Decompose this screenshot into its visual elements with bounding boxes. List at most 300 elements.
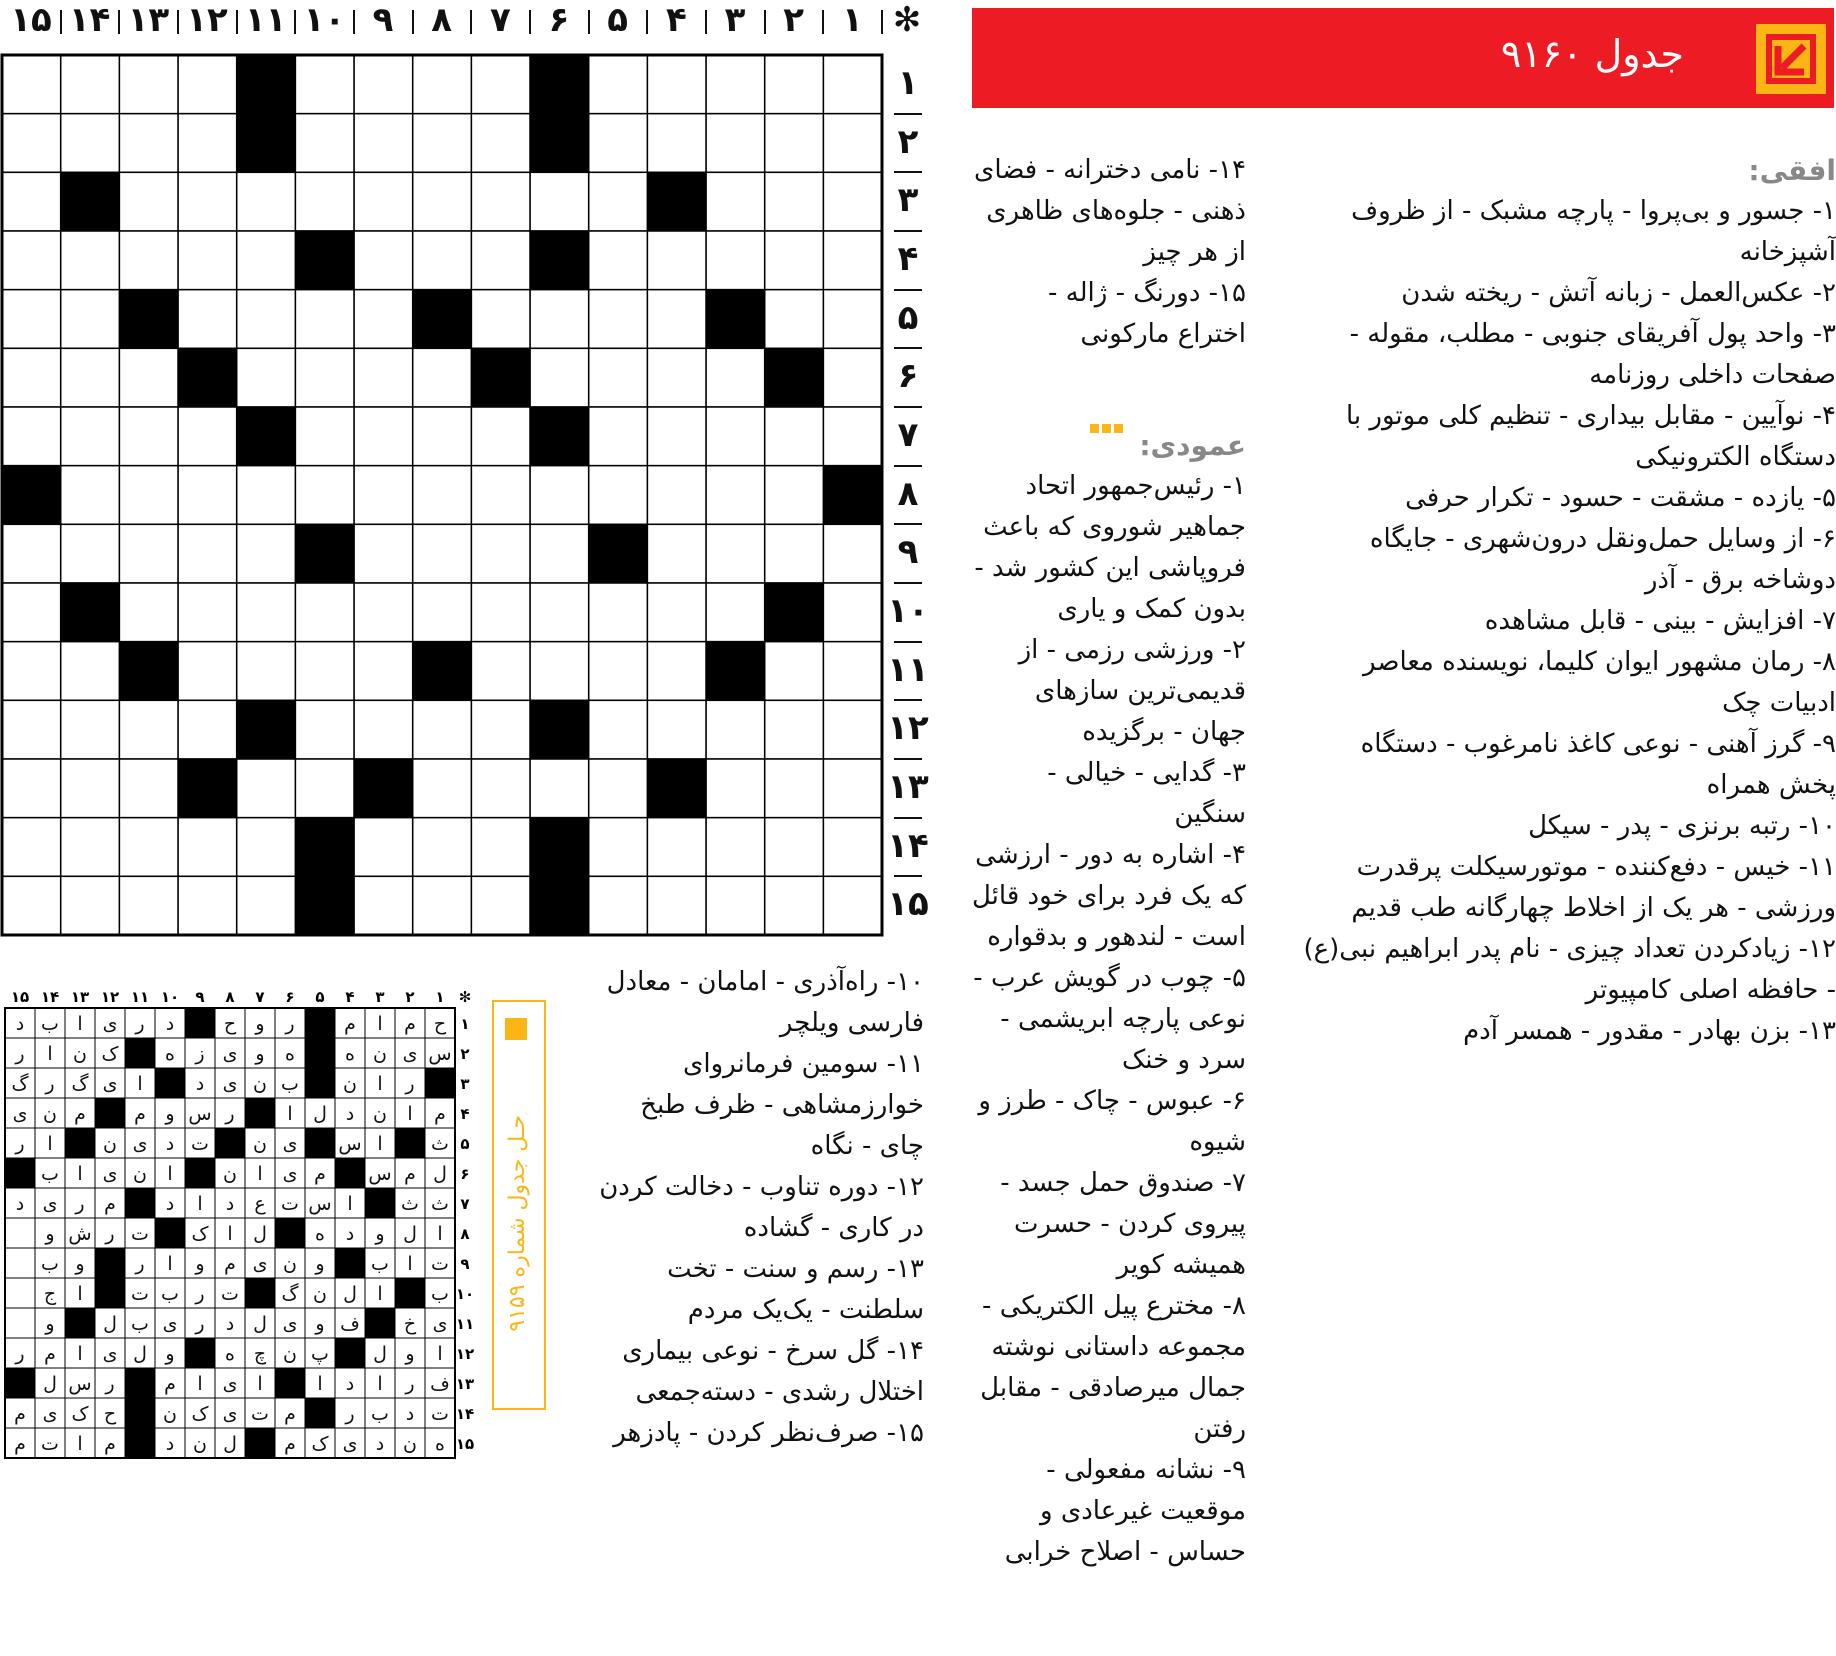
grid-cell[interactable] [354, 407, 413, 466]
grid-cell[interactable] [765, 55, 824, 114]
column-number: ۱۵ [10, 0, 52, 40]
grid-cell[interactable] [589, 290, 648, 349]
grid-cell[interactable] [61, 231, 120, 290]
grid-cell[interactable] [706, 407, 765, 466]
grid-cell[interactable] [706, 524, 765, 583]
solution-letter: ب [41, 1163, 59, 1185]
grid-cell[interactable] [647, 290, 706, 349]
across-clue: ۱۱- خیس - دفع‌کننده - موتورسیکلت پرقدرت ورزشی - هر یک از اخلاط چهارگانه طب قدیم [1351, 852, 1836, 923]
solution-letter: ه [435, 1433, 445, 1455]
solution-letter: د [345, 1373, 355, 1395]
grid-cell[interactable] [178, 583, 237, 642]
grid-cell[interactable] [471, 524, 530, 583]
grid-cell[interactable] [647, 818, 706, 877]
grid-cell[interactable] [706, 114, 765, 173]
grid-cell[interactable] [354, 818, 413, 877]
solution-letter: ث [401, 1193, 419, 1215]
grid-cell[interactable] [354, 290, 413, 349]
grid-cell[interactable] [589, 348, 648, 407]
solution-letter: ث [431, 1193, 449, 1215]
grid-cell[interactable] [354, 524, 413, 583]
separator-dots [1090, 418, 1126, 437]
solution-black-cell [125, 1368, 155, 1398]
grid-cell[interactable] [354, 700, 413, 759]
grid-cell[interactable] [530, 290, 589, 349]
grid-cell[interactable] [354, 466, 413, 525]
black-cell [647, 759, 706, 818]
row-divider [894, 113, 922, 115]
across-list-continued [972, 150, 1246, 355]
grid-cell[interactable] [823, 55, 882, 114]
grid-cell[interactable] [706, 231, 765, 290]
grid-cell[interactable] [178, 642, 237, 701]
grid-cell[interactable] [530, 759, 589, 818]
grid-cell[interactable] [413, 231, 472, 290]
solution-letter: ی [162, 1313, 178, 1335]
row-divider [894, 582, 922, 584]
grid-cell[interactable] [530, 172, 589, 231]
grid-cell[interactable] [178, 290, 237, 349]
grid-cell[interactable] [413, 407, 472, 466]
grid-cell[interactable] [765, 114, 824, 173]
grid-cell[interactable] [647, 700, 706, 759]
solution-black-cell [5, 1158, 35, 1188]
grid-cell[interactable] [237, 759, 296, 818]
grid-cell[interactable] [765, 466, 824, 525]
solution-letter: ه [315, 1223, 325, 1245]
across-clue: ۱- جسور و بی‌پروا - پارچه مشبک - از ظروف آشپزخانه [1351, 196, 1836, 267]
grid-cell[interactable] [589, 172, 648, 231]
grid-cell[interactable] [765, 231, 824, 290]
grid-cell[interactable] [823, 583, 882, 642]
grid-cell[interactable] [589, 114, 648, 173]
grid-cell[interactable] [823, 642, 882, 701]
grid-cell[interactable] [765, 642, 824, 701]
grid-cell[interactable] [295, 55, 354, 114]
grid-cell[interactable] [2, 114, 61, 173]
black-cell [237, 700, 296, 759]
grid-cell[interactable] [354, 642, 413, 701]
grid-cell[interactable] [823, 348, 882, 407]
grid-cell[interactable] [413, 55, 472, 114]
down-clue: ۳- گدایی - خیالی - سنگین [1047, 758, 1246, 829]
grid-cell[interactable] [295, 700, 354, 759]
grid-cell[interactable] [471, 407, 530, 466]
grid-cell[interactable] [237, 642, 296, 701]
grid-cell[interactable] [178, 55, 237, 114]
grid-cell[interactable] [2, 818, 61, 877]
solution-column-number: ۴ [345, 988, 355, 1006]
grid-cell[interactable] [295, 172, 354, 231]
grid-cell[interactable] [413, 348, 472, 407]
row-number: ۱۴ [887, 825, 929, 866]
grid-cell[interactable] [237, 583, 296, 642]
solution-letter: ت [131, 1283, 149, 1305]
grid-cell[interactable] [530, 348, 589, 407]
solution-letter: م [74, 1103, 86, 1125]
solution-letter: س [368, 1163, 392, 1185]
column-number: ۱۱ [244, 0, 287, 40]
grid-cell[interactable] [589, 407, 648, 466]
grid-cell[interactable] [647, 407, 706, 466]
grid-cell[interactable] [2, 583, 61, 642]
grid-cell[interactable] [589, 231, 648, 290]
grid-cell[interactable] [237, 172, 296, 231]
grid-cell[interactable] [61, 642, 120, 701]
black-cell [295, 818, 354, 877]
grid-cell[interactable] [823, 231, 882, 290]
grid-cell[interactable] [2, 55, 61, 114]
grid-cell[interactable] [530, 583, 589, 642]
solution-letter: د [165, 1013, 175, 1035]
grid-cell[interactable] [119, 55, 178, 114]
grid-cell[interactable] [823, 114, 882, 173]
grid-cell[interactable] [119, 818, 178, 877]
solution-row-number: ۱۲ [455, 1345, 475, 1363]
grid-cell[interactable] [823, 818, 882, 877]
grid-cell[interactable] [354, 348, 413, 407]
grid-cell[interactable] [706, 700, 765, 759]
grid-cell[interactable] [706, 55, 765, 114]
grid-cell[interactable] [237, 290, 296, 349]
grid-cell[interactable] [61, 55, 120, 114]
grid-cell[interactable] [647, 466, 706, 525]
solution-letter: ی [222, 1043, 238, 1065]
grid-cell[interactable] [471, 583, 530, 642]
grid-cell[interactable] [61, 466, 120, 525]
grid-cell[interactable] [413, 524, 472, 583]
grid-cell[interactable] [178, 524, 237, 583]
grid-cell[interactable] [471, 114, 530, 173]
solution-letter: ی [102, 1343, 118, 1365]
solution-letter: ل [43, 1373, 57, 1395]
solution-letter: س [338, 1133, 362, 1155]
grid-cell[interactable] [413, 583, 472, 642]
grid-cell[interactable] [354, 876, 413, 935]
grid-cell[interactable] [61, 348, 120, 407]
grid-cell[interactable] [178, 172, 237, 231]
grid-cell[interactable] [295, 114, 354, 173]
solution-letter: ت [431, 1253, 449, 1275]
grid-cell[interactable] [354, 583, 413, 642]
grid-cell[interactable] [2, 524, 61, 583]
grid-cell[interactable] [61, 818, 120, 877]
black-cell [2, 466, 61, 525]
grid-cell[interactable] [119, 172, 178, 231]
grid-cell[interactable] [119, 583, 178, 642]
grid-cell[interactable] [413, 759, 472, 818]
row-number: ۱۲ [887, 708, 929, 749]
grid-cell[interactable] [295, 466, 354, 525]
solution-row-number: ۶ [460, 1165, 470, 1183]
row-divider [894, 758, 922, 760]
grid-cell[interactable] [530, 524, 589, 583]
grid-cell[interactable] [471, 876, 530, 935]
solution-letter: ر [195, 1283, 205, 1305]
grid-cell[interactable] [2, 172, 61, 231]
grid-cell[interactable] [178, 466, 237, 525]
solution-letter: ل [223, 1433, 237, 1455]
grid-cell[interactable] [706, 172, 765, 231]
grid-cell[interactable] [706, 818, 765, 877]
grid-cell[interactable] [413, 876, 472, 935]
grid-cell[interactable] [237, 348, 296, 407]
solution-column-number: ۲ [405, 988, 415, 1006]
solution-letter: ی [132, 1133, 148, 1155]
solution-column-number: ۱۱ [130, 988, 150, 1006]
grid-cell[interactable] [765, 876, 824, 935]
grid-cell[interactable] [647, 876, 706, 935]
grid-cell[interactable] [354, 231, 413, 290]
grid-cell[interactable] [354, 55, 413, 114]
grid-cell[interactable] [471, 231, 530, 290]
grid-cell[interactable] [61, 524, 120, 583]
grid-cell[interactable] [2, 407, 61, 466]
brand-logo-icon [1756, 24, 1826, 94]
black-cell [471, 348, 530, 407]
grid-cell[interactable] [119, 407, 178, 466]
grid-cell[interactable] [295, 290, 354, 349]
grid-cell[interactable] [178, 231, 237, 290]
row-number: ۱۱ [887, 649, 929, 690]
solution-row-number: ۳ [460, 1075, 470, 1093]
solution-letter: ی [42, 1403, 58, 1425]
grid-cell[interactable] [178, 700, 237, 759]
down-clue: ۱۰- راه‌آذری - امامان - معادل فارسی ویلچر [606, 967, 924, 1038]
grid-cell[interactable] [647, 55, 706, 114]
solution-letter: ا [407, 1103, 413, 1125]
solution-letter: م [14, 1433, 26, 1455]
solution-column-number: ۱ [435, 988, 445, 1006]
row-numbers [884, 55, 932, 935]
grid-cell[interactable] [471, 172, 530, 231]
grid-cell[interactable] [589, 759, 648, 818]
solution-letter: گ [71, 1073, 89, 1095]
grid-cell[interactable] [413, 172, 472, 231]
grid-cell[interactable] [119, 348, 178, 407]
grid-cell[interactable] [295, 407, 354, 466]
grid-cell[interactable] [530, 466, 589, 525]
grid-cell[interactable] [589, 818, 648, 877]
grid-cell[interactable] [647, 348, 706, 407]
grid-cell[interactable] [471, 55, 530, 114]
solution-letter: ک [101, 1043, 119, 1065]
grid-cell[interactable] [765, 818, 824, 877]
grid-cell[interactable] [178, 407, 237, 466]
grid-cell[interactable] [706, 583, 765, 642]
grid-cell[interactable] [178, 818, 237, 877]
grid-cell[interactable] [765, 290, 824, 349]
solution-letter: ا [317, 1373, 323, 1395]
solution-black-cell [365, 1188, 395, 1218]
grid-cell[interactable] [295, 759, 354, 818]
solution-letter: ث [431, 1133, 449, 1155]
grid-cell[interactable] [706, 466, 765, 525]
grid-cell[interactable] [237, 818, 296, 877]
across-clue: ۱۴- نامی دخترانه - فضای ذهنی - جلوه‌های ظاهری از هر چیز [973, 155, 1246, 267]
solution-letter: ب [281, 1073, 299, 1095]
grid-cell[interactable] [237, 524, 296, 583]
grid-cell[interactable] [2, 700, 61, 759]
grid-cell[interactable] [706, 876, 765, 935]
solution-row-number: ۲ [460, 1045, 470, 1063]
column-number: ۷ [489, 0, 511, 40]
grid-cell[interactable] [295, 642, 354, 701]
solution-black-cell [125, 1188, 155, 1218]
grid-cell[interactable] [589, 642, 648, 701]
grid-cell[interactable] [589, 583, 648, 642]
column-divider [118, 10, 120, 34]
grid-cell[interactable] [471, 700, 530, 759]
grid-cell[interactable] [237, 876, 296, 935]
puzzle-title: جدول ۹۱۶۰ [1500, 32, 1684, 76]
row-divider [894, 465, 922, 467]
black-cell [530, 818, 589, 877]
solution-letter: ن [283, 1343, 297, 1365]
grid-cell[interactable] [2, 642, 61, 701]
solution-black-cell [185, 1338, 215, 1368]
grid-cell[interactable] [589, 466, 648, 525]
grid-cell[interactable] [237, 466, 296, 525]
solution-letter: ن [253, 1073, 267, 1095]
column-number: ۳ [724, 0, 746, 40]
solution-letter: د [165, 1133, 175, 1155]
solution-letter: ه [345, 1043, 355, 1065]
solution-letter: ا [47, 1043, 53, 1065]
grid-cell[interactable] [61, 407, 120, 466]
solution-black-cell [305, 1398, 335, 1428]
solution-letter: ن [313, 1283, 327, 1305]
grid-cell[interactable] [119, 466, 178, 525]
solution-letter: ن [103, 1133, 117, 1155]
solution-letter: و [45, 1223, 55, 1245]
row-number: ۶ [897, 356, 919, 397]
grid-cell[interactable] [61, 700, 120, 759]
across-clue: ۸- رمان مشهور ایوان کلیما، نویسنده معاصر ادبیات چک [1363, 647, 1836, 718]
grid-cell[interactable] [471, 818, 530, 877]
solution-letter: ی [342, 1433, 358, 1455]
column-divider [353, 10, 355, 34]
grid-cell[interactable] [589, 876, 648, 935]
solution-letter: ر [15, 1043, 25, 1065]
grid-cell[interactable] [295, 583, 354, 642]
solution-letter: ل [253, 1223, 267, 1245]
grid-cell[interactable] [295, 348, 354, 407]
column-divider [588, 10, 590, 34]
grid-cell[interactable] [119, 759, 178, 818]
grid-cell[interactable] [765, 524, 824, 583]
solution-letter: م [284, 1403, 296, 1425]
grid-cell[interactable] [823, 524, 882, 583]
grid-cell[interactable] [2, 348, 61, 407]
grid-cell[interactable] [119, 524, 178, 583]
grid-cell[interactable] [823, 759, 882, 818]
grid-cell[interactable] [647, 642, 706, 701]
black-cell [647, 172, 706, 231]
solution-letter: ی [222, 1073, 238, 1095]
grid-cell[interactable] [413, 466, 472, 525]
grid-cell[interactable] [706, 759, 765, 818]
grid-cell[interactable] [823, 290, 882, 349]
grid-cell[interactable] [61, 876, 120, 935]
solution-letter: د [165, 1433, 175, 1455]
down-clue: ۱- رئیس‌جمهور اتحاد جماهیر شوروی که باعث فروپاشی این کشور شد - بدون کمک و یاری [974, 471, 1246, 624]
grid-cell[interactable] [61, 114, 120, 173]
solution-letter: س [428, 1043, 452, 1065]
solution-letter: م [14, 1403, 26, 1425]
grid-cell[interactable] [647, 114, 706, 173]
grid-cell[interactable] [2, 231, 61, 290]
grid-cell[interactable] [647, 231, 706, 290]
grid-cell[interactable] [61, 759, 120, 818]
grid-cell[interactable] [471, 466, 530, 525]
grid-cell[interactable] [178, 876, 237, 935]
solution-letter: ب [431, 1283, 449, 1305]
grid-cell[interactable] [471, 759, 530, 818]
grid-cell[interactable] [765, 700, 824, 759]
down-clue: ۹- نشانه مفعولی - موقعیت غیرعادی و حساس - اصلاح خرابی [1004, 1455, 1246, 1567]
grid-cell[interactable] [471, 290, 530, 349]
solution-letter: ش [68, 1223, 92, 1245]
grid-cell[interactable] [119, 700, 178, 759]
solution-letter: ا [407, 1253, 413, 1275]
grid-cell[interactable] [647, 524, 706, 583]
grid-cell[interactable] [823, 172, 882, 231]
grid-cell[interactable] [354, 172, 413, 231]
grid-cell[interactable] [647, 583, 706, 642]
grid-cell[interactable] [2, 759, 61, 818]
solution-title: حـل جدول شماره ۹۱۵۹ [505, 1115, 530, 1332]
down-list [972, 466, 1246, 1573]
grid-cell[interactable] [119, 231, 178, 290]
grid-cell[interactable] [61, 290, 120, 349]
crossword-grid[interactable] [2, 55, 882, 935]
solution-letter: و [165, 1103, 175, 1125]
grid-cell[interactable] [354, 114, 413, 173]
grid-cell[interactable] [413, 818, 472, 877]
solution-letter: ب [371, 1403, 389, 1425]
solution-letter: ن [283, 1253, 297, 1275]
grid-cell[interactable] [765, 407, 824, 466]
grid-cell[interactable] [589, 700, 648, 759]
grid-cell[interactable] [413, 700, 472, 759]
grid-cell[interactable] [765, 172, 824, 231]
solution-row-number: ۱۰ [455, 1285, 475, 1303]
grid-cell[interactable] [119, 114, 178, 173]
grid-cell[interactable] [178, 114, 237, 173]
grid-cell[interactable] [823, 700, 882, 759]
column-divider [60, 10, 62, 34]
solution-letter: ب [131, 1313, 149, 1335]
grid-cell[interactable] [471, 642, 530, 701]
down-clue: ۱۲- دوره تناوب - دخالت کردن در کاری - گشاده [599, 1172, 924, 1243]
solution-letter: ر [45, 1073, 55, 1095]
grid-cell[interactable] [823, 876, 882, 935]
grid-cell[interactable] [2, 290, 61, 349]
across-clue: ۴- نوآیین - مقابل بیداری - تنظیم کلی موتور با دستگاه الکترونیکی [1345, 401, 1836, 472]
solution-black-cell [95, 1278, 125, 1308]
grid-cell[interactable] [237, 231, 296, 290]
grid-cell[interactable] [413, 114, 472, 173]
grid-cell[interactable] [530, 642, 589, 701]
grid-cell[interactable] [706, 348, 765, 407]
black-cell [178, 759, 237, 818]
grid-cell[interactable] [2, 876, 61, 935]
grid-cell[interactable] [119, 876, 178, 935]
grid-cell[interactable] [589, 55, 648, 114]
grid-cell[interactable] [765, 759, 824, 818]
grid-cell[interactable] [823, 407, 882, 466]
